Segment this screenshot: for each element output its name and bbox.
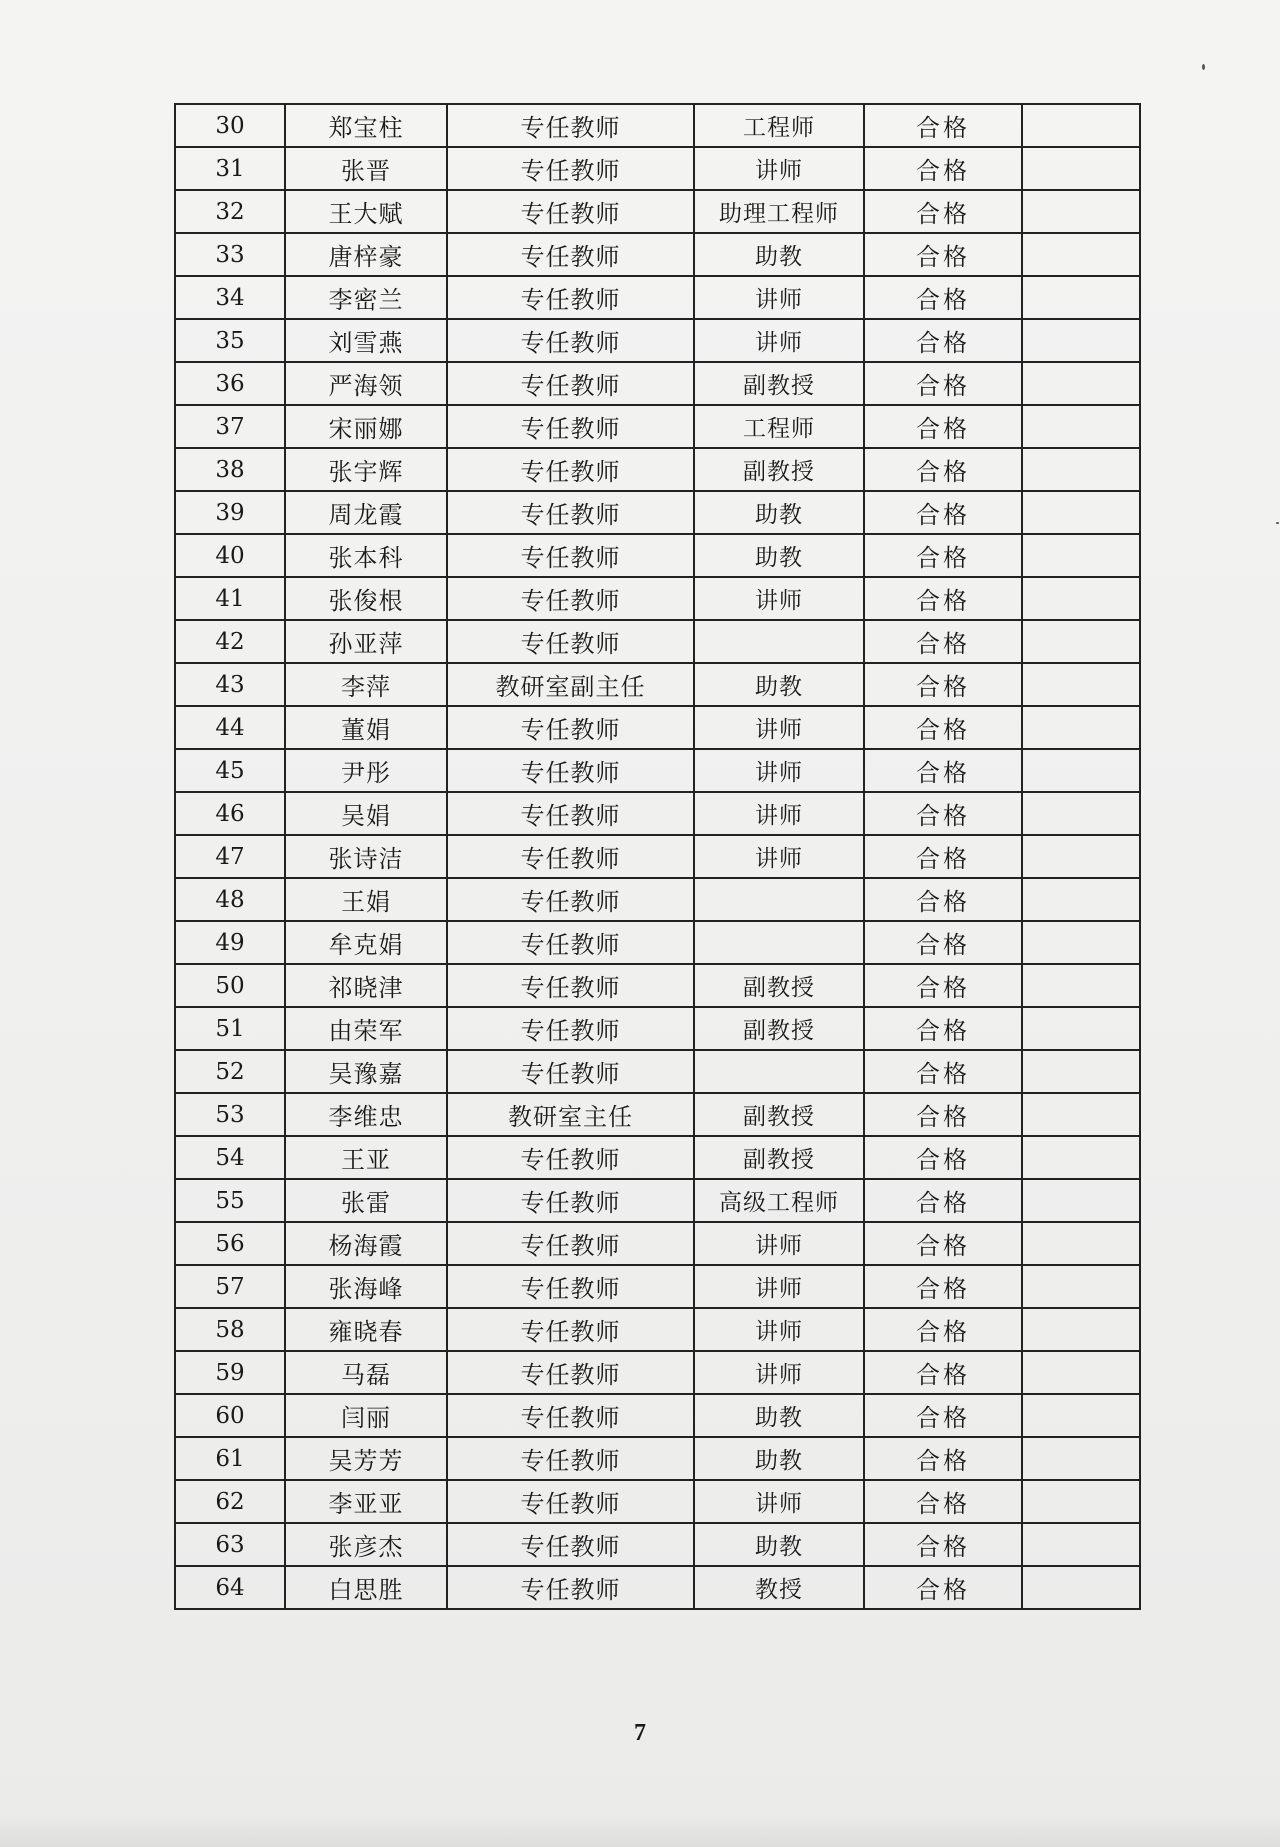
cell-position: 专任教师 xyxy=(447,835,694,878)
cell-result: 合格 xyxy=(864,1480,1022,1523)
cell-result: 合格 xyxy=(864,448,1022,491)
cell-number: 33 xyxy=(175,233,285,276)
cell-position: 专任教师 xyxy=(447,491,694,534)
cell-title: 讲师 xyxy=(694,1480,864,1523)
cell-title: 助理工程师 xyxy=(694,190,864,233)
cell-result: 合格 xyxy=(864,362,1022,405)
cell-number: 57 xyxy=(175,1265,285,1308)
cell-title: 讲师 xyxy=(694,1222,864,1265)
cell-remark xyxy=(1022,663,1140,706)
cell-position: 专任教师 xyxy=(447,964,694,1007)
cell-number: 61 xyxy=(175,1437,285,1480)
cell-result: 合格 xyxy=(864,1007,1022,1050)
cell-position: 专任教师 xyxy=(447,1480,694,1523)
cell-number: 40 xyxy=(175,534,285,577)
cell-title xyxy=(694,878,864,921)
cell-position: 专任教师 xyxy=(447,1394,694,1437)
cell-position: 专任教师 xyxy=(447,878,694,921)
cell-name: 牟克娟 xyxy=(285,921,447,964)
cell-remark xyxy=(1022,405,1140,448)
cell-remark xyxy=(1022,706,1140,749)
cell-title: 工程师 xyxy=(694,104,864,147)
cell-number: 51 xyxy=(175,1007,285,1050)
cell-result: 合格 xyxy=(864,190,1022,233)
cell-title: 教授 xyxy=(694,1566,864,1609)
table-row xyxy=(175,835,1140,878)
table-row xyxy=(175,1265,1140,1308)
cell-result: 合格 xyxy=(864,1394,1022,1437)
cell-name: 张彦杰 xyxy=(285,1523,447,1566)
cell-number: 30 xyxy=(175,104,285,147)
cell-title: 副教授 xyxy=(694,964,864,1007)
cell-remark xyxy=(1022,1480,1140,1523)
cell-position: 教研室副主任 xyxy=(447,663,694,706)
cell-number: 53 xyxy=(175,1093,285,1136)
table-row xyxy=(175,233,1140,276)
cell-name: 吴芳芳 xyxy=(285,1437,447,1480)
cell-title: 助教 xyxy=(694,663,864,706)
cell-title: 讲师 xyxy=(694,319,864,362)
cell-result: 合格 xyxy=(864,1265,1022,1308)
cell-number: 49 xyxy=(175,921,285,964)
cell-number: 55 xyxy=(175,1179,285,1222)
cell-result: 合格 xyxy=(864,276,1022,319)
table-row xyxy=(175,1566,1140,1609)
cell-position: 专任教师 xyxy=(447,1351,694,1394)
table-row xyxy=(175,276,1140,319)
cell-name: 孙亚萍 xyxy=(285,620,447,663)
cell-name: 吴娟 xyxy=(285,792,447,835)
cell-remark xyxy=(1022,1007,1140,1050)
cell-remark xyxy=(1022,1136,1140,1179)
scan-speck xyxy=(1202,64,1205,70)
cell-title: 工程师 xyxy=(694,405,864,448)
cell-title: 讲师 xyxy=(694,749,864,792)
cell-name: 杨海霞 xyxy=(285,1222,447,1265)
table-row xyxy=(175,706,1140,749)
cell-remark xyxy=(1022,319,1140,362)
cell-position: 专任教师 xyxy=(447,362,694,405)
cell-number: 38 xyxy=(175,448,285,491)
cell-remark xyxy=(1022,1222,1140,1265)
cell-result: 合格 xyxy=(864,749,1022,792)
page-number: 7 xyxy=(634,1720,646,1746)
cell-name: 张海峰 xyxy=(285,1265,447,1308)
cell-name: 唐梓豪 xyxy=(285,233,447,276)
cell-position: 专任教师 xyxy=(447,534,694,577)
cell-result: 合格 xyxy=(864,921,1022,964)
table-row xyxy=(175,190,1140,233)
cell-position: 专任教师 xyxy=(447,233,694,276)
cell-position: 专任教师 xyxy=(447,319,694,362)
table-row xyxy=(175,1437,1140,1480)
cell-position: 专任教师 xyxy=(447,1308,694,1351)
cell-position: 专任教师 xyxy=(447,405,694,448)
cell-position: 专任教师 xyxy=(447,1437,694,1480)
scan-speck xyxy=(1276,522,1279,524)
cell-result: 合格 xyxy=(864,1179,1022,1222)
table-row xyxy=(175,1523,1140,1566)
cell-name: 周龙霞 xyxy=(285,491,447,534)
cell-name: 张雷 xyxy=(285,1179,447,1222)
cell-remark xyxy=(1022,233,1140,276)
cell-title: 讲师 xyxy=(694,1308,864,1351)
cell-title: 讲师 xyxy=(694,1351,864,1394)
cell-name: 李密兰 xyxy=(285,276,447,319)
table-row xyxy=(175,448,1140,491)
cell-remark xyxy=(1022,749,1140,792)
cell-result: 合格 xyxy=(864,1308,1022,1351)
cell-position: 专任教师 xyxy=(447,448,694,491)
cell-number: 54 xyxy=(175,1136,285,1179)
cell-title: 助教 xyxy=(694,534,864,577)
cell-position: 专任教师 xyxy=(447,1523,694,1566)
cell-remark xyxy=(1022,491,1140,534)
cell-number: 31 xyxy=(175,147,285,190)
cell-position: 专任教师 xyxy=(447,276,694,319)
cell-title: 副教授 xyxy=(694,448,864,491)
cell-position: 专任教师 xyxy=(447,706,694,749)
cell-remark xyxy=(1022,1308,1140,1351)
cell-number: 39 xyxy=(175,491,285,534)
cell-remark xyxy=(1022,577,1140,620)
cell-remark xyxy=(1022,1394,1140,1437)
cell-result: 合格 xyxy=(864,405,1022,448)
cell-number: 58 xyxy=(175,1308,285,1351)
cell-name: 张本科 xyxy=(285,534,447,577)
cell-number: 48 xyxy=(175,878,285,921)
cell-name: 由荣军 xyxy=(285,1007,447,1050)
cell-number: 47 xyxy=(175,835,285,878)
cell-position: 专任教师 xyxy=(447,1007,694,1050)
cell-remark xyxy=(1022,104,1140,147)
cell-result: 合格 xyxy=(864,964,1022,1007)
table-row xyxy=(175,749,1140,792)
cell-name: 李亚亚 xyxy=(285,1480,447,1523)
cell-title: 讲师 xyxy=(694,706,864,749)
cell-title: 副教授 xyxy=(694,1093,864,1136)
cell-name: 马磊 xyxy=(285,1351,447,1394)
cell-number: 41 xyxy=(175,577,285,620)
cell-number: 44 xyxy=(175,706,285,749)
cell-number: 32 xyxy=(175,190,285,233)
cell-title: 副教授 xyxy=(694,1136,864,1179)
cell-remark xyxy=(1022,921,1140,964)
cell-number: 36 xyxy=(175,362,285,405)
table-row xyxy=(175,362,1140,405)
cell-position: 专任教师 xyxy=(447,577,694,620)
table-row xyxy=(175,491,1140,534)
cell-number: 56 xyxy=(175,1222,285,1265)
cell-title: 助教 xyxy=(694,233,864,276)
cell-result: 合格 xyxy=(864,706,1022,749)
cell-number: 34 xyxy=(175,276,285,319)
cell-result: 合格 xyxy=(864,878,1022,921)
cell-remark xyxy=(1022,190,1140,233)
cell-result: 合格 xyxy=(864,319,1022,362)
cell-title: 讲师 xyxy=(694,792,864,835)
cell-result: 合格 xyxy=(864,792,1022,835)
cell-remark xyxy=(1022,1351,1140,1394)
table-row xyxy=(175,534,1140,577)
table-row xyxy=(175,1050,1140,1093)
cell-number: 63 xyxy=(175,1523,285,1566)
cell-position: 专任教师 xyxy=(447,1050,694,1093)
cell-result: 合格 xyxy=(864,1523,1022,1566)
cell-title: 副教授 xyxy=(694,362,864,405)
table-row xyxy=(175,1179,1140,1222)
cell-name: 郑宝柱 xyxy=(285,104,447,147)
cell-remark xyxy=(1022,448,1140,491)
cell-result: 合格 xyxy=(864,835,1022,878)
table-row xyxy=(175,104,1140,147)
cell-position: 专任教师 xyxy=(447,1566,694,1609)
cell-remark xyxy=(1022,147,1140,190)
cell-title: 助教 xyxy=(694,1437,864,1480)
cell-position: 专任教师 xyxy=(447,1179,694,1222)
roster-body xyxy=(175,104,1140,1609)
cell-title: 助教 xyxy=(694,1523,864,1566)
cell-number: 62 xyxy=(175,1480,285,1523)
cell-title: 助教 xyxy=(694,491,864,534)
staff-roster-table xyxy=(174,103,1141,1610)
cell-result: 合格 xyxy=(864,147,1022,190)
cell-position: 专任教师 xyxy=(447,1222,694,1265)
cell-position: 专任教师 xyxy=(447,147,694,190)
cell-result: 合格 xyxy=(864,577,1022,620)
cell-number: 50 xyxy=(175,964,285,1007)
cell-title xyxy=(694,1050,864,1093)
cell-number: 45 xyxy=(175,749,285,792)
table-row xyxy=(175,1480,1140,1523)
cell-number: 46 xyxy=(175,792,285,835)
cell-position: 专任教师 xyxy=(447,190,694,233)
cell-title: 讲师 xyxy=(694,147,864,190)
table-row xyxy=(175,1351,1140,1394)
cell-remark xyxy=(1022,1050,1140,1093)
table-row xyxy=(175,1394,1140,1437)
cell-position: 专任教师 xyxy=(447,1265,694,1308)
cell-remark xyxy=(1022,1093,1140,1136)
cell-name: 张晋 xyxy=(285,147,447,190)
cell-number: 64 xyxy=(175,1566,285,1609)
table-row xyxy=(175,663,1140,706)
cell-name: 尹彤 xyxy=(285,749,447,792)
cell-result: 合格 xyxy=(864,233,1022,276)
staff-roster-table-wrap xyxy=(174,103,1139,1610)
cell-title xyxy=(694,620,864,663)
cell-name: 严海领 xyxy=(285,362,447,405)
table-row xyxy=(175,620,1140,663)
cell-position: 教研室主任 xyxy=(447,1093,694,1136)
cell-name: 白思胜 xyxy=(285,1566,447,1609)
cell-name: 吴豫嘉 xyxy=(285,1050,447,1093)
cell-position: 专任教师 xyxy=(447,620,694,663)
cell-number: 42 xyxy=(175,620,285,663)
cell-result: 合格 xyxy=(864,1566,1022,1609)
table-row xyxy=(175,1308,1140,1351)
cell-remark xyxy=(1022,1265,1140,1308)
cell-result: 合格 xyxy=(864,1050,1022,1093)
cell-name: 祁晓津 xyxy=(285,964,447,1007)
cell-remark xyxy=(1022,620,1140,663)
cell-position: 专任教师 xyxy=(447,792,694,835)
cell-position: 专任教师 xyxy=(447,104,694,147)
table-row xyxy=(175,577,1140,620)
cell-name: 王亚 xyxy=(285,1136,447,1179)
cell-result: 合格 xyxy=(864,104,1022,147)
cell-name: 雍晓春 xyxy=(285,1308,447,1351)
scan-bottom-shadow xyxy=(0,1815,1280,1847)
cell-title: 讲师 xyxy=(694,835,864,878)
cell-name: 张宇辉 xyxy=(285,448,447,491)
cell-title xyxy=(694,921,864,964)
table-row xyxy=(175,319,1140,362)
cell-name: 宋丽娜 xyxy=(285,405,447,448)
cell-name: 李萍 xyxy=(285,663,447,706)
cell-title: 副教授 xyxy=(694,1007,864,1050)
cell-remark xyxy=(1022,1523,1140,1566)
table-row xyxy=(175,921,1140,964)
table-row xyxy=(175,147,1140,190)
table-row xyxy=(175,1007,1140,1050)
cell-position: 专任教师 xyxy=(447,1136,694,1179)
cell-name: 董娟 xyxy=(285,706,447,749)
table-row xyxy=(175,1222,1140,1265)
cell-name: 王大赋 xyxy=(285,190,447,233)
cell-result: 合格 xyxy=(864,534,1022,577)
cell-name: 王娟 xyxy=(285,878,447,921)
cell-number: 52 xyxy=(175,1050,285,1093)
cell-title: 讲师 xyxy=(694,577,864,620)
table-row xyxy=(175,792,1140,835)
cell-title: 高级工程师 xyxy=(694,1179,864,1222)
cell-remark xyxy=(1022,1179,1140,1222)
cell-name: 李维忠 xyxy=(285,1093,447,1136)
cell-result: 合格 xyxy=(864,1351,1022,1394)
table-row xyxy=(175,964,1140,1007)
cell-number: 59 xyxy=(175,1351,285,1394)
cell-remark xyxy=(1022,1566,1140,1609)
cell-number: 60 xyxy=(175,1394,285,1437)
table-row xyxy=(175,878,1140,921)
cell-result: 合格 xyxy=(864,1437,1022,1480)
cell-name: 闫丽 xyxy=(285,1394,447,1437)
cell-remark xyxy=(1022,878,1140,921)
cell-remark xyxy=(1022,792,1140,835)
cell-number: 37 xyxy=(175,405,285,448)
cell-result: 合格 xyxy=(864,620,1022,663)
cell-name: 张诗洁 xyxy=(285,835,447,878)
cell-position: 专任教师 xyxy=(447,749,694,792)
cell-title: 讲师 xyxy=(694,276,864,319)
cell-name: 张俊根 xyxy=(285,577,447,620)
cell-result: 合格 xyxy=(864,1222,1022,1265)
table-row xyxy=(175,405,1140,448)
cell-title: 助教 xyxy=(694,1394,864,1437)
cell-number: 35 xyxy=(175,319,285,362)
table-row xyxy=(175,1093,1140,1136)
cell-result: 合格 xyxy=(864,663,1022,706)
cell-remark xyxy=(1022,1437,1140,1480)
cell-remark xyxy=(1022,362,1140,405)
cell-position: 专任教师 xyxy=(447,921,694,964)
cell-remark xyxy=(1022,964,1140,1007)
cell-name: 刘雪燕 xyxy=(285,319,447,362)
cell-result: 合格 xyxy=(864,1093,1022,1136)
cell-remark xyxy=(1022,276,1140,319)
cell-result: 合格 xyxy=(864,491,1022,534)
table-row xyxy=(175,1136,1140,1179)
cell-number: 43 xyxy=(175,663,285,706)
cell-result: 合格 xyxy=(864,1136,1022,1179)
cell-title: 讲师 xyxy=(694,1265,864,1308)
cell-remark xyxy=(1022,534,1140,577)
cell-remark xyxy=(1022,835,1140,878)
